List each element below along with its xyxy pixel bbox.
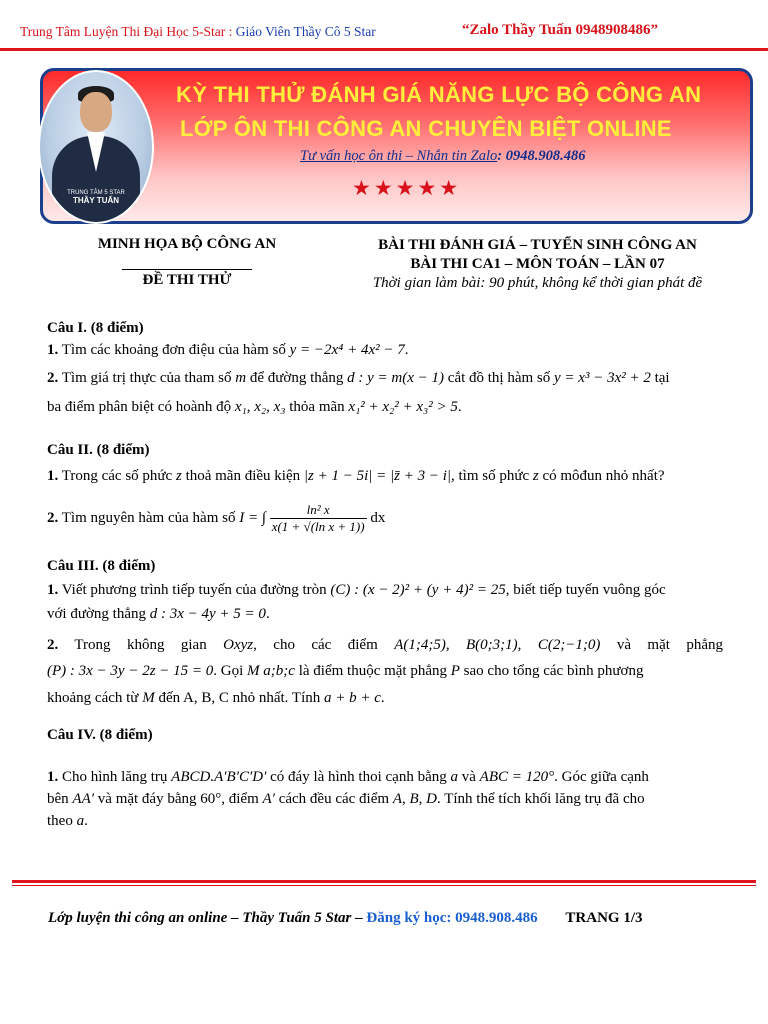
q1-2-math-1: d : y = m(x − 1)	[347, 370, 445, 386]
photo-caption-line2: THẦY TUẤN	[72, 196, 120, 205]
footer-divider-thin	[12, 885, 756, 886]
q3-2-text-b: , cho các điểm	[253, 637, 378, 653]
q3-1-math-2: d : 3x − 4y + 5 = 0	[149, 606, 266, 622]
question-3-heading: Câu III. (8 điểm)	[47, 558, 156, 574]
q4-2-math-1: AA′	[72, 791, 95, 807]
footer-class-info: Lớp luyện thi công an online – Thầy Tuấn 5 Star –	[48, 910, 367, 926]
footer-register: Đăng ký học: 0948.908.486	[366, 910, 538, 926]
q1-2-text-a: Tìm giá trị thực của tham số	[61, 370, 232, 386]
center-name-red: Trung Tâm Luyện Thi Đại Học 5-Star :	[20, 24, 236, 39]
photo-face	[80, 92, 112, 132]
exam-title: BÀI THI ĐÁNH GIÁ – TUYỂN SINH CÔNG AN	[378, 237, 697, 253]
question-4-part-1: 1. Cho hình lăng trụ ABCD.A′B′C′D′ có đáy là hình thoi cạnh bằng a và ABC = 120°. Góc giữa cạnh	[47, 769, 649, 785]
question-1-part-1: 1. Tìm các khoảng đơn điệu của hàm số y = −2x⁴ + 4x² − 7.	[47, 342, 409, 358]
q1-2-math-2: y = x³ − 3x² + 2	[554, 370, 651, 386]
q2-1-math: |z + 1 − 5i| = |z̄ + 3 − i|	[303, 468, 451, 484]
q2-1-text-d: có môđun nhỏ nhất?	[542, 468, 665, 484]
q3-4-text-a: khoảng cách từ	[47, 690, 139, 706]
q2-2-fraction	[270, 502, 367, 535]
trial-exam-label: ĐỀ THI THỬ	[142, 272, 232, 288]
q4-2-text-d: . Tính thể tích khối lăng trụ đã cho	[437, 791, 645, 807]
consult-label: Tư vấn học ôn thi – Nhắn tin Zalo	[300, 148, 498, 164]
question-4-part-1-cont: bên AA′ và mặt đáy bằng 60°, điểm A′ cách đều các điểm A, B, D. Tính thể tích khối lăng trụ đã cho	[47, 791, 645, 807]
footer-divider	[12, 880, 756, 883]
question-2-heading: Câu II. (8 điểm)	[47, 442, 150, 458]
q4-1-math-2: ABC = 120°	[479, 769, 555, 785]
banner-title-1: KỲ THI THỬ ĐÁNH GIÁ NĂNG LỰC BỘ CÔNG AN	[176, 82, 702, 107]
q3-4-math: a + b + c	[324, 690, 381, 706]
q2-1-text-c: , tìm số phức	[451, 468, 530, 484]
question-3-part-1: 1. Viết phương trình tiếp tuyến của đường tròn (C) : (x − 2)² + (y + 4)² = 25, biết tiếp tuyến vuông góc	[47, 582, 666, 598]
photo-caption	[54, 190, 138, 205]
exam-header-right	[340, 236, 735, 293]
teacher-name: Giáo Viên Thầy Cô 5 Star	[235, 24, 376, 39]
q3-4-text-b: đến A, B, C nhỏ nhất. Tính	[158, 690, 321, 706]
exam-duration: Thời gian làm bài: 90 phút, không kể thời gian phát đề	[372, 275, 703, 291]
q1-3-math-1: x₁, x₂, x₃	[234, 399, 286, 415]
q4-2-text-c: cách đều các điểm	[278, 791, 390, 807]
q4-2-text-a: bên	[47, 791, 69, 807]
q4-3-text: theo	[47, 813, 73, 829]
question-3-part-1-cont: với đường thẳng d : 3x − 4y + 5 = 0.	[47, 606, 270, 622]
q3-2-math-1: Oxyz	[223, 637, 254, 653]
exam-header-left	[62, 236, 312, 289]
q3-2-text-c: và mặt phẳng	[616, 637, 723, 653]
q2-2-dx: dx	[370, 509, 386, 526]
q4-1-text-a: Cho hình lăng trụ	[62, 769, 168, 785]
center-name	[20, 24, 376, 40]
q2-2-denominator: x(1 + √(ln x + 1))	[271, 519, 365, 534]
question-3-part-2: 2. Trong không gian Oxyz, cho các điểm A(1;4;5), B(0;3;1), C(2;−1;0) và mặt phẳng	[47, 637, 723, 653]
q4-1-text-c: và	[461, 769, 476, 785]
consult-phone: : 0948.908.486	[497, 148, 586, 164]
photo-caption-line1: TRUNG TÂM 5 STAR	[67, 190, 125, 196]
exam-subject: BÀI THI CA1 – MÔN TOÁN – LẦN 07	[410, 256, 665, 272]
page-number: TRANG 1/3	[565, 910, 643, 926]
banner-consult	[300, 148, 585, 165]
q3-2-math-2: A(1;4;5), B(0;3;1), C(2;−1;0)	[394, 637, 601, 653]
top-divider	[0, 48, 768, 51]
q3-3-math: (P) : 3x − 3y − 2z − 15 = 0	[47, 663, 214, 679]
top-header	[0, 22, 768, 46]
q3-1-math: (C) : (x − 2)² + (y + 4)² = 25	[330, 582, 506, 598]
q2-1-text-a: Trong các số phức	[61, 468, 173, 484]
q2-2-numerator: ln² x	[270, 502, 367, 519]
question-4-part-1-end: theo a.	[47, 813, 88, 829]
q4-1-text-d: . Góc giữa cạnh	[554, 769, 649, 785]
q1-3-text-a: ba điểm phân biệt có hoành độ	[47, 399, 232, 415]
q3-3-math-2: M a;b;c	[247, 663, 295, 679]
question-4-heading: Câu IV. (8 điểm)	[47, 727, 153, 743]
page-footer	[48, 910, 643, 927]
question-2-part-1: 1. Trong các số phức z thoả mãn điều kiện |z + 1 − 5i| = |z̄ + 3 − i|, tìm số phức z có môđun nhỏ nhất?	[47, 468, 665, 484]
q2-1-text-b: thoả mãn điều kiện	[185, 468, 301, 484]
q1-2-text-d: tại	[654, 370, 670, 386]
q3-3-text-b: là điểm thuộc mặt phẳng	[298, 663, 447, 679]
q3-3-text-a: . Gọi	[213, 663, 244, 679]
q2-2-text: Tìm nguyên hàm của hàm số	[61, 509, 236, 526]
question-1-part-2-cont: ba điểm phân biệt có hoành độ x₁, x₂, x₃ thỏa mãn x₁² + x₂² + x₃² > 5.	[47, 399, 462, 415]
zalo-contact: “Zalo Thầy Tuấn 0948908486”	[462, 22, 659, 38]
q1-3-math-2: x₁² + x₂² + x₃² > 5	[348, 399, 458, 415]
q1-2-text-c: cắt đồ thị hàm số	[447, 370, 551, 386]
teacher-photo	[38, 70, 154, 224]
banner-title-2: LỚP ÔN THI CÔNG AN CHUYÊN BIỆT ONLINE	[180, 116, 672, 141]
question-1-heading: Câu I. (8 điểm)	[47, 320, 144, 336]
q3-1-text-b: , biết tiếp tuyến vuông góc	[505, 582, 666, 598]
header-rule	[122, 269, 252, 270]
q3-1-text-c: với đường thẳng	[47, 606, 146, 622]
q1-3-text-b: thỏa mãn	[289, 399, 345, 415]
q4-2-math-2: A′	[262, 791, 275, 807]
q1-2-text-b: để đường thẳng	[249, 370, 344, 386]
question-1-part-2: 2. Tìm giá trị thực của tham số m để đường thẳng d : y = m(x − 1) cắt đồ thị hàm số y = x³ − 3x² + 2 tại	[47, 370, 670, 386]
q2-2-integral: I = ∫	[239, 509, 266, 526]
question-2-part-2: 2. Tìm nguyên hàm của hàm số I = ∫ $\frac{\text{ln² x}}{\text{x(1 + √(ln x + 1))}}$ dx	[47, 502, 386, 534]
q3-3-text-c: sao cho tổng các bình phương	[463, 663, 644, 679]
q4-1-text-b: có đáy là hình thoi cạnh bằng	[270, 769, 447, 785]
question-3-part-2-cont: (P) : 3x − 3y − 2z − 15 = 0. Gọi M a;b;c là điểm thuộc mặt phẳng P sao cho tổng các bình phương	[47, 663, 644, 679]
question-3-part-2-end: khoảng cách từ M đến A, B, C nhỏ nhất. Tính a + b + c.	[47, 690, 385, 706]
q3-1-text-a: Viết phương trình tiếp tuyến của đường tròn	[61, 582, 327, 598]
q1-1-text: Tìm các khoảng đơn điệu của hàm số	[61, 342, 286, 358]
ministry-title: MINH HỌA BỘ CÔNG AN	[97, 236, 277, 252]
q4-2-text-b: và mặt đáy bằng 60°, điểm	[97, 791, 259, 807]
q4-1-math-1: ABCD.A′B′C′D′	[171, 769, 267, 785]
q1-1-math: y = −2x⁴ + 4x² − 7	[289, 342, 405, 358]
q3-2-text-a: Trong không gian	[74, 637, 207, 653]
rating-stars: ★★★★★	[352, 176, 462, 200]
